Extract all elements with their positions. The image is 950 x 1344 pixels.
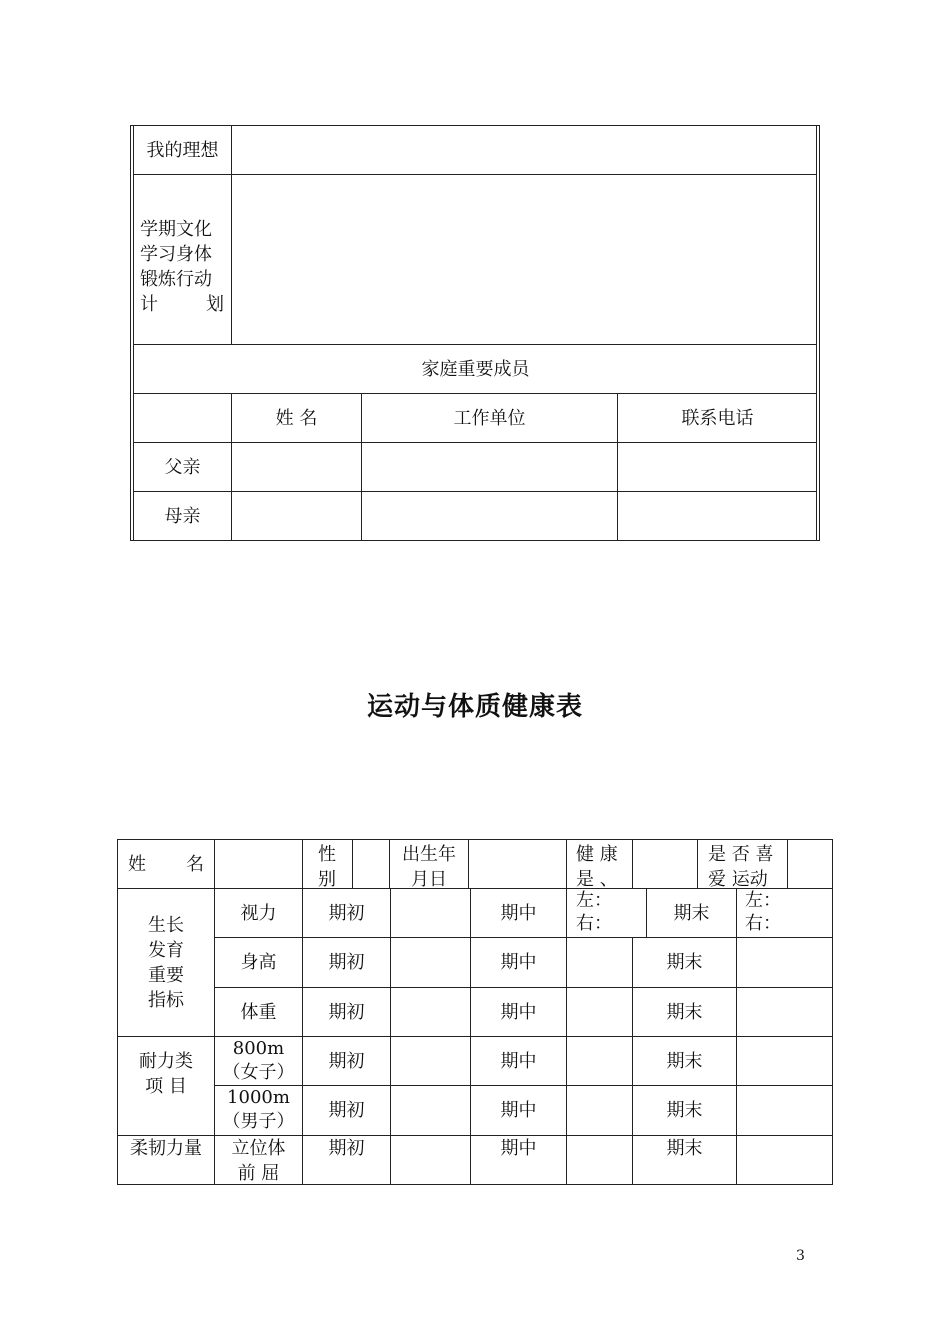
run800-begin: 期初 xyxy=(328,1050,365,1072)
column-name: 姓 名 xyxy=(275,407,318,429)
likes-sport-label: 是 否 喜 爱 运动 xyxy=(708,844,774,890)
run1000-begin: 期初 xyxy=(328,1100,365,1121)
vision-mid-sides: 左： 右： xyxy=(576,890,612,934)
group-growth: 生长 发育 重要 指标 xyxy=(148,915,184,1011)
birth-label: 出生年 月日 xyxy=(402,844,456,890)
section-title: 运动与体质健康表 xyxy=(366,692,583,722)
height-end: 期末 xyxy=(666,952,703,973)
group-endurance: 耐力类 项 目 xyxy=(139,1051,193,1097)
run800-mid: 期中 xyxy=(500,1050,537,1072)
flex-begin: 期初 xyxy=(328,1138,365,1159)
weight-end: 期末 xyxy=(666,1001,703,1023)
family-header: 家庭重要成员 xyxy=(421,358,530,380)
item-800m: 800m （女子） xyxy=(222,1038,295,1083)
plan-label: 学期文化 学习身体 锻炼行动 计 划 xyxy=(140,219,224,315)
group-flex: 柔韧力量 xyxy=(130,1138,202,1159)
name-label: 姓 名 xyxy=(128,853,204,875)
column-phone: 联系电话 xyxy=(681,407,754,429)
run1000-mid: 期中 xyxy=(500,1100,537,1121)
health-label: 健 康 是 、 xyxy=(576,844,618,890)
height-mid: 期中 xyxy=(500,952,537,973)
weight-begin: 期初 xyxy=(328,1001,365,1023)
run800-end: 期末 xyxy=(666,1050,703,1072)
vision-begin: 期初 xyxy=(328,902,365,924)
item-height: 身高 xyxy=(240,952,277,973)
row-mother: 母亲 xyxy=(164,505,201,527)
item-flex: 立位体 前 屈 xyxy=(231,1138,286,1184)
ideal-label: 我的理想 xyxy=(146,139,219,161)
vision-end-sides: 左： 右： xyxy=(745,890,781,934)
item-vision: 视力 xyxy=(240,902,277,924)
weight-mid: 期中 xyxy=(500,1001,537,1023)
item-1000m: 1000m （男子） xyxy=(222,1087,295,1132)
vision-end: 期末 xyxy=(673,902,710,924)
height-begin: 期初 xyxy=(328,952,365,973)
flex-end: 期末 xyxy=(666,1138,703,1159)
item-weight: 体重 xyxy=(240,1001,277,1023)
flex-mid: 期中 xyxy=(500,1138,537,1159)
column-employer: 工作单位 xyxy=(453,407,526,429)
page-number: 3 xyxy=(796,1248,805,1264)
vision-mid: 期中 xyxy=(500,902,537,924)
run1000-end: 期末 xyxy=(666,1100,703,1121)
row-father: 父亲 xyxy=(164,456,201,478)
gender-label: 性 别 xyxy=(318,844,336,890)
